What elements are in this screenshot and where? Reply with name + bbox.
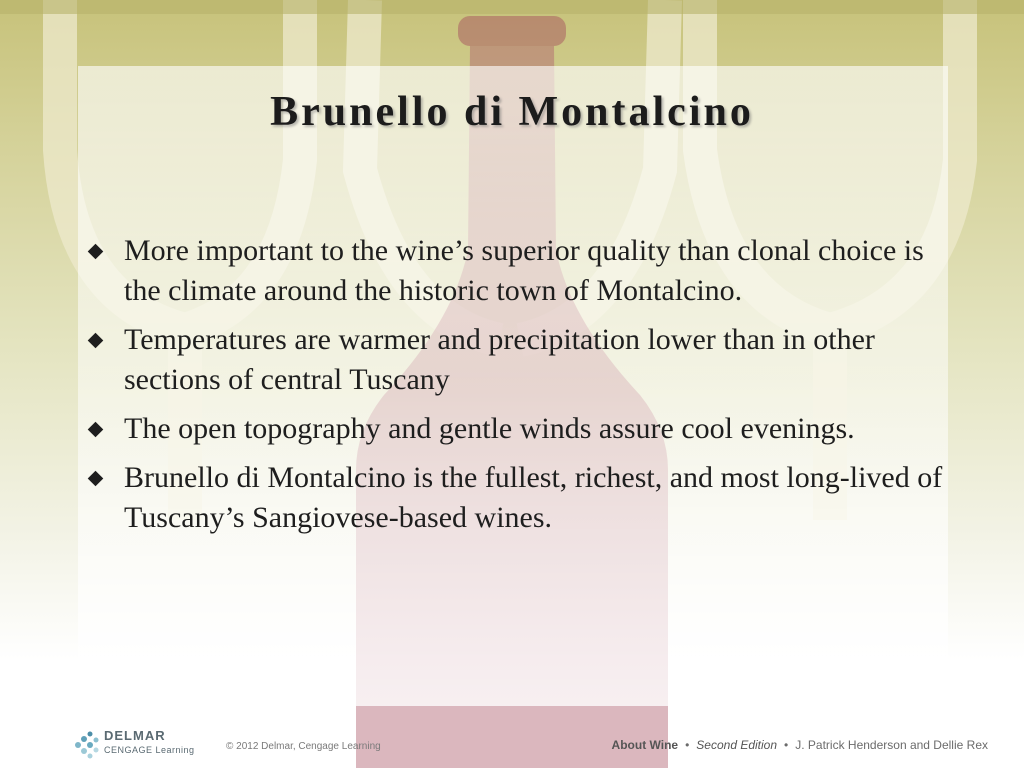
delmar-logo-icon xyxy=(72,730,102,760)
bullet-diamond-icon xyxy=(88,422,104,438)
bullet-text: Temperatures are warmer and precipitation lower than in other sections of central Tuscany xyxy=(124,323,875,396)
bullet-item xyxy=(84,320,944,400)
bullet-item xyxy=(84,409,944,449)
separator-dot: • xyxy=(685,738,690,752)
bullet-diamond-icon xyxy=(88,244,104,260)
bullet-text: The open topography and gentle winds assure cool evenings. xyxy=(124,412,855,445)
book-edition: Second Edition xyxy=(696,738,778,752)
bullet-diamond-icon xyxy=(88,333,104,349)
logo-name: DELMAR xyxy=(104,728,166,743)
slide-footer xyxy=(0,722,1024,768)
bullet-item xyxy=(84,458,944,538)
separator-dot: • xyxy=(784,738,789,752)
bullet-text: More important to the wine’s superior quality than clonal choice is the climate around the historic town of Montalcino. xyxy=(124,234,924,307)
bullet-diamond-icon xyxy=(88,471,104,487)
book-credit xyxy=(612,738,988,752)
bullet-list xyxy=(84,231,944,547)
bullet-item xyxy=(84,231,944,311)
slide-title: Brunello di Montalcino xyxy=(270,89,754,135)
book-title: About Wine xyxy=(611,738,679,752)
bullet-text: Brunello di Montalcino is the fullest, richest, and most long-lived of Tuscany’s Sangiovese-based wines. xyxy=(124,461,943,534)
logo-subtitle: CENGAGE Learning xyxy=(104,745,195,755)
copyright-text: © 2012 Delmar, Cengage Learning xyxy=(226,741,381,752)
book-authors: J. Patrick Henderson and Dellie Rex xyxy=(795,738,988,752)
